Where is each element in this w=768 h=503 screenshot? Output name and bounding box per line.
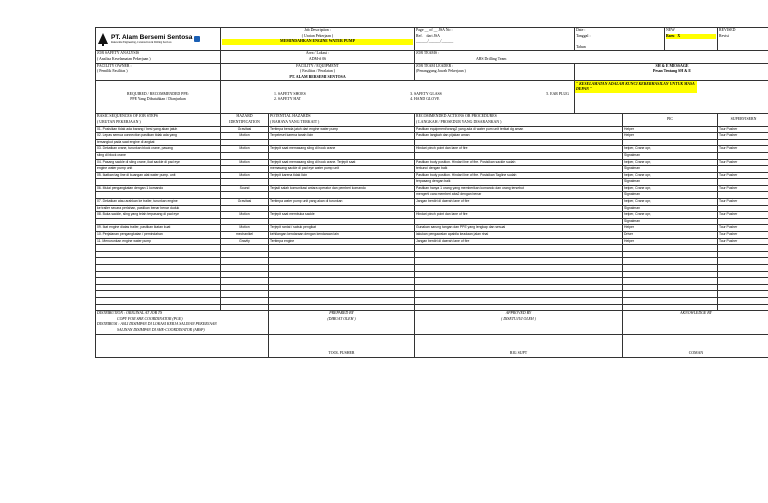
potential-cell: Terjepit saat memasang sling di hook crane. Terjepit saat	[269, 159, 415, 166]
potential-cell	[269, 152, 415, 159]
job-description-cell	[221, 28, 415, 51]
supervisor-cell: Tour Pusher	[718, 126, 768, 133]
blank-row	[96, 265, 768, 272]
hazard-cell: Motion	[221, 172, 269, 179]
hazard-cell	[221, 192, 269, 199]
action-cell: Pastikan body position. Hindari line of fire. Posisikan sackle sudah	[415, 159, 623, 166]
step-cell: 03. Dekatkan crane, turunkan block crane, pasang	[96, 146, 221, 153]
potential-cell: Tertimpa engine	[269, 238, 415, 245]
facility-owner-sub: ( Pemilik Fasilitas )	[97, 69, 128, 74]
pic-cell: Signalman	[623, 218, 718, 225]
analysis-subtitle: ( Analisa Keselamatan Pekerjaan )	[97, 56, 151, 61]
ppe-label-cell	[96, 81, 221, 114]
action-cell	[415, 152, 623, 159]
col-actions	[415, 114, 623, 126]
table-row	[96, 139, 768, 146]
table-row	[96, 166, 768, 173]
blank-cell	[96, 278, 221, 285]
ce-badge-icon	[194, 36, 200, 42]
action-cell: mengerti cara memberi aba2 dengan benar	[415, 192, 623, 199]
date-cell	[575, 28, 665, 51]
analysis-cell	[96, 51, 221, 63]
hazard-cell: mechanikel	[221, 232, 269, 239]
potential-cell	[269, 139, 415, 146]
blank-cell	[221, 245, 269, 252]
approved-label: APPROVED BY	[505, 311, 532, 316]
action-cell: lakukan pengawalan apabila keadaan jalan rinai	[415, 232, 623, 239]
table-row	[96, 159, 768, 166]
potential-cell: kehilangan kendaraan dengan kendaraan lain	[269, 232, 415, 239]
col-supervisor: SUPERVISERN	[718, 114, 768, 126]
blank-cell	[623, 278, 718, 285]
blank-cell	[221, 271, 269, 278]
step-cell	[96, 179, 221, 186]
blank-cell	[221, 278, 269, 285]
table-row	[96, 185, 768, 192]
area-label: Area / Lokasi :	[305, 51, 330, 56]
step-cell	[96, 192, 221, 199]
distribution-cell	[96, 311, 269, 334]
action-cell: Pastikan langkah dan pijakan aman	[415, 133, 623, 140]
step-cell: 06. Mulai pengangkatan dengan 1 komando	[96, 185, 221, 192]
blank-rows	[96, 245, 768, 311]
table-row	[96, 212, 768, 219]
message-text: " KESELAMATAN ADALAH KUNCI KEBERHASILAN UNTUK MASA DEPAN "	[575, 81, 697, 93]
pic-cell: helper, Crane opr,	[623, 159, 718, 166]
tanggal-label: Tanggal :	[576, 33, 591, 38]
message-text-cell	[575, 81, 768, 114]
blank-cell	[415, 297, 623, 304]
action-cell	[415, 139, 623, 146]
ref-label: Ref.	[416, 33, 423, 38]
sign-acknowledge: COMAN	[623, 334, 768, 357]
table-row	[96, 205, 768, 212]
action-cell: Pastikan hanya 1 orang yang memberikan komando dan orang tersebut	[415, 185, 623, 192]
col-potential-label: POTENTIAL HAZARDS	[270, 114, 311, 119]
potential-cell: memasang sackle di pad eye water pump unit	[269, 166, 415, 173]
action-cell: Pastikan equipment/orang2 yang ada di water pum unit terikat dg aman	[415, 126, 623, 133]
blank-cell	[623, 245, 718, 252]
table-row	[96, 199, 768, 206]
potential-cell	[269, 179, 415, 186]
step-cell: tersangkut pada saat engine di angkat	[96, 139, 221, 146]
facility-sub: ( Fasilitas / Peralatan )	[299, 69, 335, 74]
supervisor-cell	[718, 205, 768, 212]
blank-cell	[96, 251, 221, 258]
job-description-sub: ( Uraian Pekerjaan )	[301, 33, 334, 38]
hazard-cell: Motion	[221, 159, 269, 166]
prepared-cell	[269, 311, 415, 334]
ref-value: dari JSA	[426, 33, 440, 38]
action-cell: Hindari pinch point dan lane of fire	[415, 212, 623, 219]
facility-owner-cell	[96, 63, 221, 81]
message-sub: Pesan Tentang SH & E	[652, 69, 692, 74]
blank-cell	[623, 291, 718, 298]
pic-cell: Signalman	[623, 166, 718, 173]
potential-cell: Terjepit karena tidak licin	[269, 172, 415, 179]
distribution-line: SALINAN DISIMPAN DI SHE-COORDINATOR (ABSP)	[117, 327, 205, 332]
col-potential-sub: ( BAHAYA YANG TERKAIT )	[270, 119, 320, 124]
new-value: Baru	[666, 33, 675, 38]
hazard-cell: Motion	[221, 212, 269, 219]
supervisor-cell: Tour Pusher	[718, 172, 768, 179]
action-cell: Gunakan sarung tangan dan PPE yang lengkap dan sesuai	[415, 225, 623, 232]
supervisor-cell: Tour Pusher	[718, 133, 768, 140]
ppe-label-sub: PPE Yang Dibutuhkan / Dianjurkan	[130, 97, 186, 102]
potential-cell: Tertimpa benda jatuh dari engine water pump	[269, 126, 415, 133]
potential-cell: Terjadi salah komunikasi antara operator dan pemberi komando	[269, 185, 415, 192]
supervisor-cell: Tour Pusher	[718, 146, 768, 153]
new-cell	[665, 28, 718, 51]
ppe-item: 5. EAR PLUG	[546, 91, 569, 96]
ppe-label: REQUIRED / RECOMMENDED PPE:	[127, 91, 189, 96]
supervisor-cell: Tour Pusher	[718, 225, 768, 232]
blank-cell	[269, 258, 415, 265]
blank-cell	[718, 251, 768, 258]
supervisor-cell	[718, 192, 768, 199]
blank-cell	[415, 251, 623, 258]
pic-cell: Driver	[623, 232, 718, 239]
acknowledge-label: AKNOWLEDGE BY	[680, 311, 712, 316]
area-value: ADM-# 06	[308, 56, 327, 61]
col-actions-sub: ( LANGKAH / PROSEDUR YANG DISARANKAN )	[416, 119, 502, 124]
blank-cell	[623, 271, 718, 278]
table-row	[96, 179, 768, 186]
facility-value: PT. ALAM BERSEMI SENTOSA	[289, 74, 346, 79]
col-hazard	[221, 114, 269, 126]
pic-cell: helper, Crane opr,	[623, 146, 718, 153]
blank-cell	[221, 297, 269, 304]
blank-cell	[415, 258, 623, 265]
table-row	[96, 218, 768, 225]
table-row	[96, 232, 768, 239]
new-mark[interactable]: X	[677, 33, 681, 38]
step-cell: 08. Buka sackle, sling yang telah terpasang di pad eye	[96, 212, 221, 219]
supervisor-cell: Tour Pusher	[718, 212, 768, 219]
prepared-sub: (DIBUAT OLEH )	[327, 316, 356, 321]
message-title: SH & E MESSAGE	[655, 63, 689, 68]
pic-cell: Signalman	[623, 152, 718, 159]
col-pic: PIC	[623, 114, 718, 126]
blank-cell	[221, 258, 269, 265]
blank-cell	[269, 304, 415, 311]
blank-cell	[221, 251, 269, 258]
blank-cell	[415, 284, 623, 291]
table-row	[96, 192, 768, 199]
potential-cell: Terjepit saat membuka sackle	[269, 212, 415, 219]
table-row	[96, 152, 768, 159]
pic-cell: helper, Crane opr,	[623, 199, 718, 206]
pic-cell: Helper	[623, 225, 718, 232]
pic-cell: Helper	[623, 133, 718, 140]
action-cell: Pastikan body position. Hindari line of fire. Posisikan Tagline sudah	[415, 172, 623, 179]
hazard-cell: Motion	[221, 225, 269, 232]
blank-cell	[269, 251, 415, 258]
ppe-item: 3. SAFETY GLASS	[410, 91, 442, 96]
supervisor-cell	[718, 166, 768, 173]
blank-cell	[623, 265, 718, 272]
pic-cell	[623, 139, 718, 146]
blank-cell	[415, 245, 623, 252]
prepared-label: PREPARED BY	[329, 311, 354, 316]
blank-cell	[221, 284, 269, 291]
step-cell: 07. Dekatkan atau arahkan ke trailer, turunkan engine	[96, 199, 221, 206]
step-cell: 02. Lepas semua connection pastikan tidak ada yang	[96, 133, 221, 140]
blank-cell	[623, 284, 718, 291]
job-description-label: Job Description :	[304, 28, 331, 32]
tree-logo-icon	[97, 32, 109, 46]
sign-prepared: TOOL PUSHER	[269, 334, 415, 357]
pic-cell: Helper	[623, 126, 718, 133]
potential-cell	[269, 205, 415, 212]
hazard-cell	[221, 152, 269, 159]
col-steps-sub: ( URUTAN PEKERJAAN )	[97, 119, 141, 124]
approved-sub: ( DISETUJUI OLEH )	[501, 316, 536, 321]
team-label: JOB TEAMS :	[416, 51, 440, 56]
step-cell: engine water pump unit	[96, 166, 221, 173]
ppe-items-cell	[221, 81, 575, 114]
sign-approved: RIG SUPT	[415, 334, 623, 357]
table-row	[96, 172, 768, 179]
blank-row	[96, 304, 768, 311]
blank-cell	[269, 291, 415, 298]
new-label: NEW	[666, 28, 675, 32]
step-cell: 10. Perjalanan pengangkatan / pemindahan	[96, 232, 221, 239]
supervisor-cell: Tour Pusher	[718, 199, 768, 206]
col-steps-label: BASIC SEQUENCES OF JOB STEPS	[97, 114, 158, 119]
blank-cell	[269, 245, 415, 252]
supervisor-cell	[718, 139, 768, 146]
facility-label: FACILITY / EQUIPMENT	[296, 63, 339, 68]
hazard-cell: Sound	[221, 185, 269, 192]
ppe-item: 2. SAFETY HAT	[274, 97, 301, 102]
col-actions-label: RECOMMENDED ACTIONS OR PROCEDURES	[416, 114, 497, 119]
step-cell: sling di block crane	[96, 152, 221, 159]
blank-cell	[96, 284, 221, 291]
leader-sub: (Penanggung Jawab Pekerjaan )	[416, 69, 466, 74]
step-cell: 05. Ikatkan tag line di kuangan alat water pump. unit	[96, 172, 221, 179]
blank-row	[96, 284, 768, 291]
step-cell: 09. Ikat engine diatas trailer, pastikan ikatan kuat	[96, 225, 221, 232]
hazard-cell	[221, 179, 269, 186]
col-hazard-label: HAZARD	[236, 114, 253, 119]
distribution-line: DISTRIBUTION : ORIGINAL AT JOB TS	[97, 311, 163, 316]
distribution-blank	[96, 334, 269, 357]
blank-cell	[623, 251, 718, 258]
supervisor-cell: Tour Pusher	[718, 238, 768, 245]
hazard-cell: Gravitasi	[221, 199, 269, 206]
blank-cell	[221, 304, 269, 311]
action-cell: terpasang dengan baik	[415, 179, 623, 186]
company-name: PT. Alam Bersemi Sentosa	[111, 34, 193, 42]
pic-cell: helper, Crane opr,	[623, 172, 718, 179]
blank-cell	[269, 297, 415, 304]
company-subtitle: Renewable Engineering, Construction & Drilling Services	[111, 41, 172, 45]
page-label: Page __ of __ JSA No :	[416, 28, 453, 32]
action-cell: Jangan berdiri di daerah lane of fire	[415, 199, 623, 206]
hazard-cell	[221, 166, 269, 173]
blank-cell	[718, 297, 768, 304]
hazard-cell	[221, 218, 269, 225]
step-cell	[96, 218, 221, 225]
acknowledge-cell	[623, 311, 768, 334]
table-row	[96, 146, 768, 153]
blank-row	[96, 297, 768, 304]
leader-label: JOB TEAM LEADER :	[416, 63, 454, 68]
hazard-cell: Gravitasi	[221, 126, 269, 133]
blank-row	[96, 271, 768, 278]
potential-cell: Terjepit saat memasang sling di hook crane	[269, 146, 415, 153]
col-potential	[269, 114, 415, 126]
col-steps	[96, 114, 221, 126]
hazard-cell	[221, 205, 269, 212]
table-row	[96, 238, 768, 245]
blank-cell	[269, 271, 415, 278]
blank-cell	[96, 297, 221, 304]
date-label: Date :	[576, 28, 586, 32]
revised-label: REVISED	[719, 28, 736, 32]
facility-cell	[221, 63, 415, 81]
blank-cell	[96, 304, 221, 311]
blank-row	[96, 245, 768, 252]
step-cell: 11. Menurunkan engine water pump	[96, 238, 221, 245]
blank-cell	[269, 278, 415, 285]
team-cell	[415, 51, 768, 63]
ppe-item: 4. HAND GLOVE	[410, 97, 440, 102]
blank-cell	[415, 291, 623, 298]
blank-cell	[718, 284, 768, 291]
team-value: ABS Drilling Team	[476, 56, 507, 61]
pic-cell: Helper	[623, 238, 718, 245]
blank-cell	[623, 258, 718, 265]
blank-cell	[96, 265, 221, 272]
blank-cell	[718, 291, 768, 298]
potential-cell: Terjepit rantai / sabuk pengikat	[269, 225, 415, 232]
company-logo-cell	[96, 28, 221, 51]
blank-cell	[269, 284, 415, 291]
supervisor-cell: Tour Pusher	[718, 232, 768, 239]
blank-cell	[269, 265, 415, 272]
blank-cell	[718, 271, 768, 278]
revised-value: Revisi	[719, 33, 729, 38]
message-cell	[575, 63, 768, 81]
revised-cell	[718, 28, 768, 51]
tahun-label: Tahun	[576, 44, 586, 49]
table-row	[96, 133, 768, 140]
blank-cell	[221, 291, 269, 298]
job-steps-body	[96, 126, 768, 245]
action-cell	[415, 218, 623, 225]
blank-cell	[96, 258, 221, 265]
blank-cell	[415, 271, 623, 278]
distribution-line: DISTRIBUSI : ASLI DISIMPAN DI LOKASI KERJA SALINAN PEKERJAAN	[97, 322, 217, 327]
pic-cell: helper, Crane opr,	[623, 212, 718, 219]
blank-cell	[415, 304, 623, 311]
leader-cell	[415, 63, 575, 81]
hazard-cell: Motion	[221, 133, 269, 140]
supervisor-cell	[718, 152, 768, 159]
supervisor-cell	[718, 218, 768, 225]
blank-cell	[96, 245, 221, 252]
supervisor-cell: Tour Pusher	[718, 185, 768, 192]
col-hazard-sub: IDENTIFICATION	[229, 119, 260, 124]
potential-cell: Terpeleset karena tanah licin	[269, 133, 415, 140]
jsa-table	[95, 27, 768, 358]
pic-cell: Signalman	[623, 179, 718, 186]
blank-row	[96, 278, 768, 285]
step-cell: 01. Posisikan tidak ada barang / besi yang akan jatuh	[96, 126, 221, 133]
action-cell: Hindari pinch point dan lane of fire	[415, 146, 623, 153]
table-row	[96, 225, 768, 232]
action-cell: terkunci dengan baik	[415, 166, 623, 173]
supervisor-cell: Tour Pusher	[718, 159, 768, 166]
page-ref-cell: Page __ of __ JSA No : Ref. dari JSA ______/______/______	[415, 28, 575, 51]
step-cell: 04. Pasang sackle di sling crane, ikat sackle di pad eye	[96, 159, 221, 166]
action-cell	[415, 205, 623, 212]
blank-row	[96, 251, 768, 258]
blank-cell	[415, 278, 623, 285]
analysis-title: JOB SAFETY ANALYSIS	[97, 51, 140, 56]
blank-cell	[718, 278, 768, 285]
distribution-line: COPY FOR SHE COORDINATOR (PGE)	[117, 316, 183, 321]
blank-cell	[415, 265, 623, 272]
supervisor-cell	[718, 179, 768, 186]
potential-cell	[269, 192, 415, 199]
hazard-cell: Motion	[221, 146, 269, 153]
step-cell: ke trailer secara perlahan, pastikan benar benar duduk	[96, 205, 221, 212]
blank-cell	[96, 291, 221, 298]
potential-cell: Tertimpa water pump unit yang akan di turunkan	[269, 199, 415, 206]
blank-cell	[221, 265, 269, 272]
blank-cell	[718, 258, 768, 265]
blank-cell	[718, 265, 768, 272]
area-cell	[221, 51, 415, 63]
table-row	[96, 126, 768, 133]
blank-row	[96, 258, 768, 265]
facility-owner-label: FACILITY OWNER :	[97, 63, 132, 68]
hazard-cell: Gravity	[221, 238, 269, 245]
pic-cell: Signalman	[623, 192, 718, 199]
blank-cell	[96, 271, 221, 278]
approved-cell	[415, 311, 623, 334]
hazard-cell	[221, 139, 269, 146]
blank-cell	[718, 304, 768, 311]
blank-cell	[718, 245, 768, 252]
job-description-value: MEMINDAHKAN ENGINE WATER PUMP	[222, 39, 413, 45]
blank-cell	[623, 304, 718, 311]
jsa-sheet	[95, 27, 768, 442]
action-cell: Jangan berdiri di daerah lane of fire	[415, 238, 623, 245]
blank-cell	[623, 297, 718, 304]
pic-cell: helper, Crane opr,	[623, 185, 718, 192]
pic-cell: Signalman	[623, 205, 718, 212]
ppe-item: 1. SAFETY SHOES	[274, 91, 306, 96]
potential-cell	[269, 218, 415, 225]
blank-row	[96, 291, 768, 298]
